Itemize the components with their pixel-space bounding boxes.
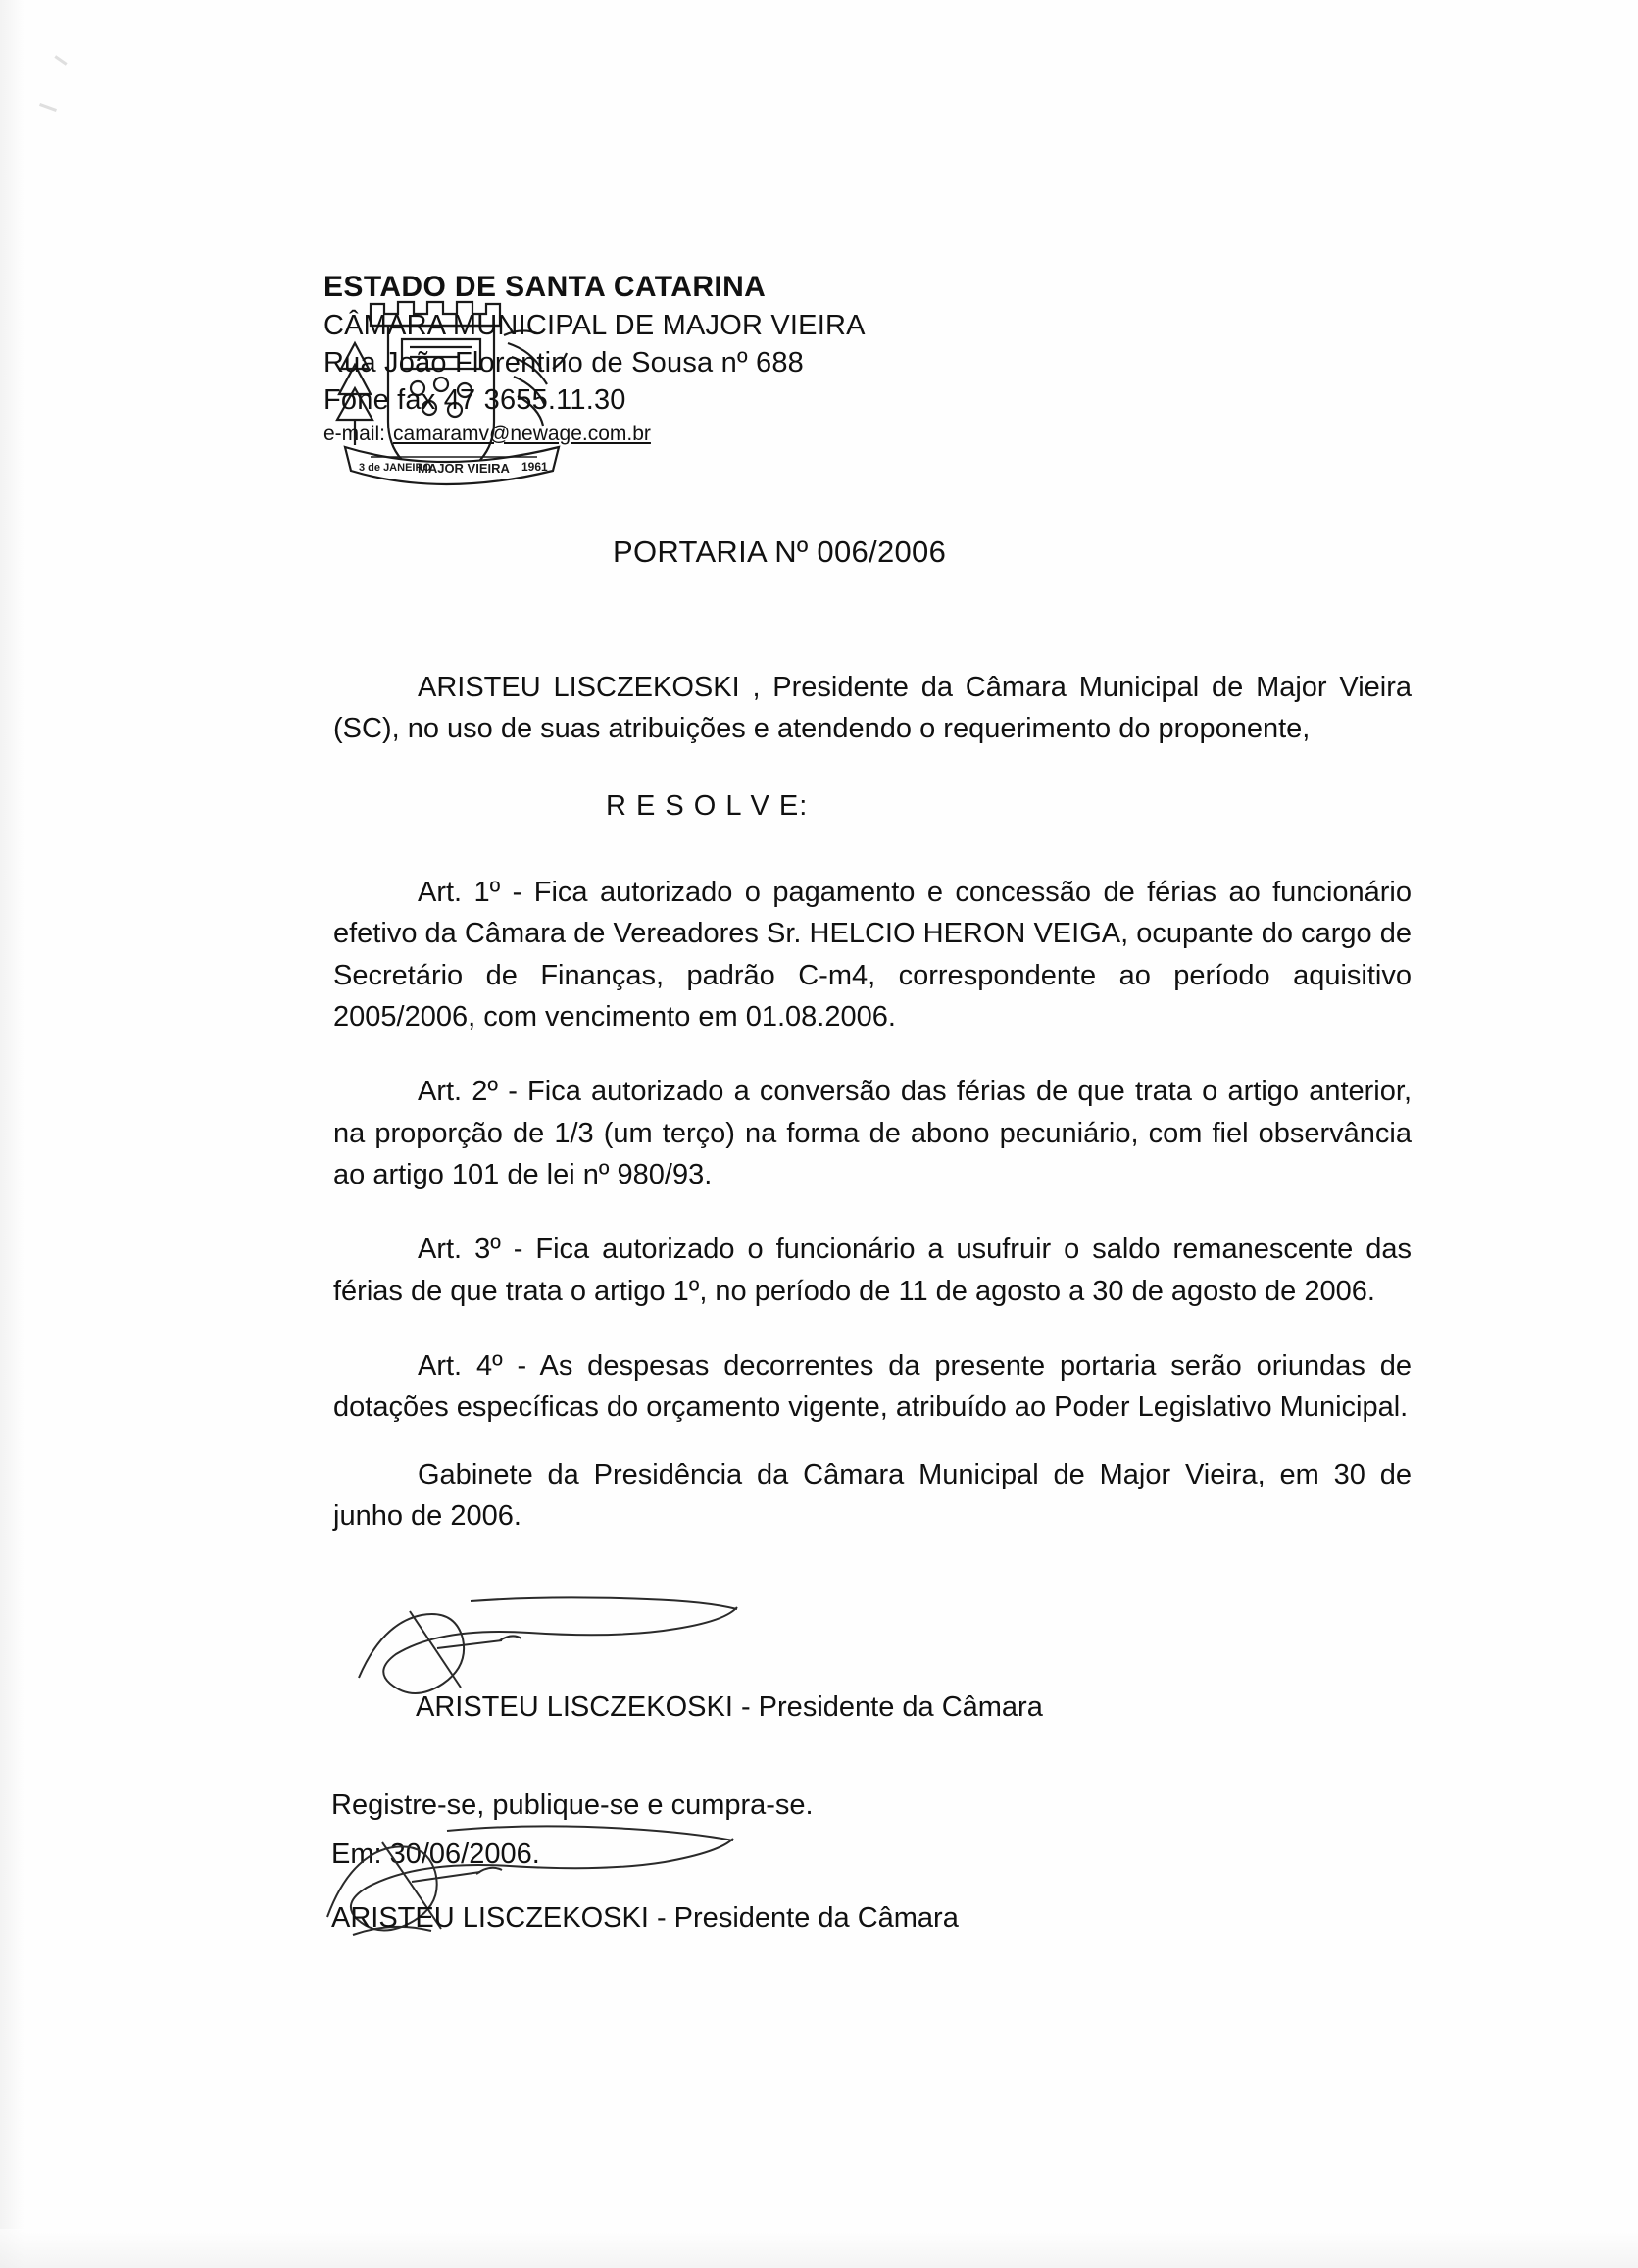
register-date: Em: 30/06/2006.: [331, 1838, 540, 1870]
final-signature-name: ARISTEU LISCZEKOSKI - Presidente da Câmara: [331, 1902, 959, 1934]
register-line: Registre-se, publique-se e cumpra-se.: [331, 1789, 814, 1821]
preamble-paragraph: ARISTEU LISCZEKOSKI , Presidente da Câmara Municipal de Major Vieira (SC), no uso de suas atribuições e atendendo o requerimento do proponente,: [333, 672, 1412, 745]
scan-edge-artifact: [0, 2229, 1638, 2268]
letterhead: [323, 271, 1402, 446]
article-3: Art. 3º - Fica autorizado o funcionário a usufruir o saldo remanescente das férias de que trata o artigo 1º, no período de 11 de agosto a 30 de agosto de 2006.: [333, 1234, 1412, 1307]
article-1: Art. 1º - Fica autorizado o pagamento e concessão de férias ao funcionário efetivo da Câmara de Vereadores Sr. HELCIO HERON VEIGA, ocupante do cargo de Secretário de Finanças, padrão C-m4, correspondente ao período aquisitivo 2005/2006, com vencimento em 01.08.2006.: [333, 876, 1412, 1033]
resolve-heading: R E S O L V E:: [606, 789, 809, 822]
scan-speck: [39, 103, 57, 112]
letterhead-chamber: CÂMARA MUNICIPAL DE MAJOR VIEIRA: [323, 310, 866, 341]
signature-name-line: ARISTEU LISCZEKOSKI - Presidente da Câmara: [416, 1691, 1043, 1723]
svg-text:1961: 1961: [521, 460, 548, 474]
scan-edge-artifact: [0, 0, 25, 2268]
letterhead-address: Rua João Florentino de Sousa nº 688: [323, 347, 804, 378]
svg-text:3 de JANEIRO: 3 de JANEIRO: [359, 462, 431, 474]
svg-text:MAJOR VIEIRA: MAJOR VIEIRA: [418, 461, 510, 476]
letterhead-state: ESTADO DE SANTA CATARINA: [323, 271, 767, 303]
email-label: e-mail:: [323, 423, 386, 445]
letterhead-email-row: [323, 423, 1402, 446]
document-body: [333, 667, 1412, 1562]
letterhead-phone: Fone fax 47 3655.11.30: [323, 384, 626, 416]
article-4: Art. 4º - As despesas decorrentes da presente portaria serão oriundas de dotações específicas do orçamento vigente, atribuído ao Poder Legislativo Municipal.: [333, 1349, 1412, 1424]
page-title: PORTARIA Nº 006/2006: [613, 534, 947, 569]
scan-speck: [54, 55, 67, 65]
closing-block: [331, 1785, 1429, 1882]
place-and-date: Gabinete da Presidência da Câmara Municipal de Major Vieira, em 30 de junho de 2006.: [333, 1458, 1412, 1532]
email-address-link[interactable]: camaramv@newage.com.br: [393, 423, 651, 445]
signature-block: [333, 1687, 1431, 1728]
article-2: Art. 2º - Fica autorizado a conversão das férias de que trata o artigo anterior, na proporção de 1/3 (um terço) na forma de abono pecuniário, com fiel observância ao artigo 101 de lei nº 980/93.: [333, 1076, 1412, 1190]
